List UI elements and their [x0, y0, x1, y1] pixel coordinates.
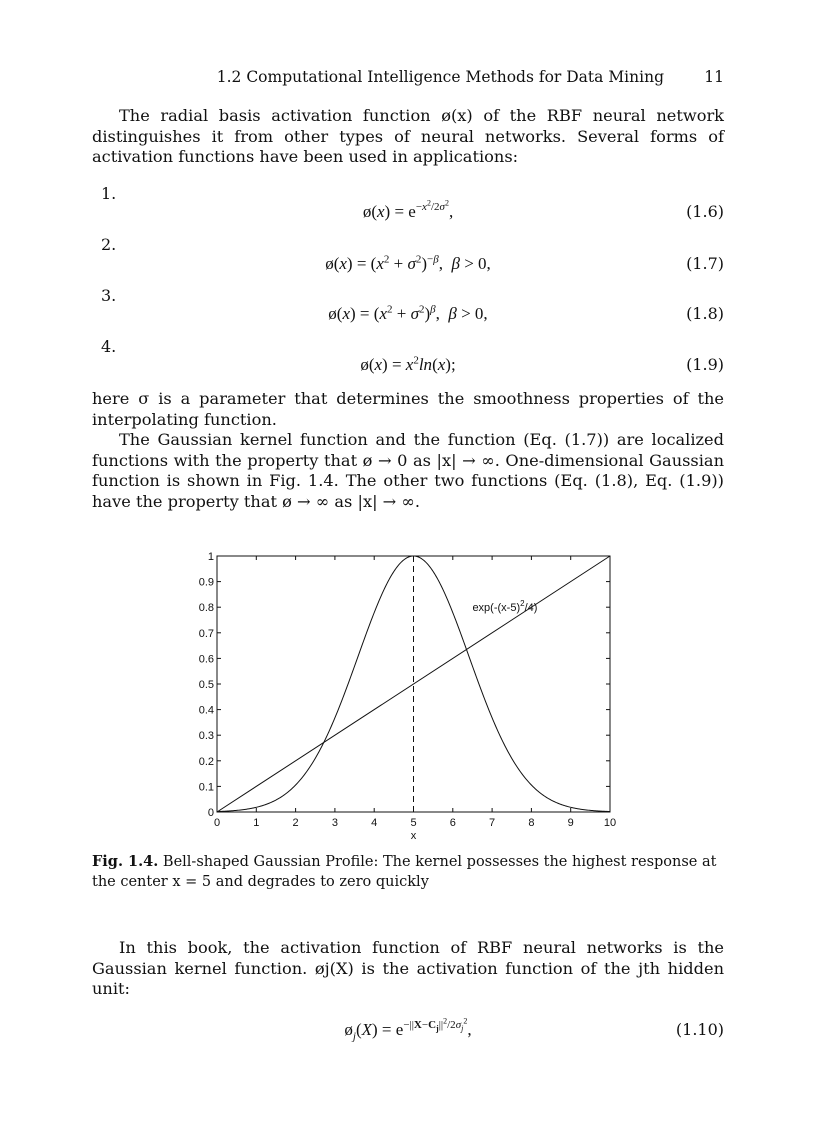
- list-item-number: 4.: [101, 337, 117, 356]
- y-tick-label: 0.6: [198, 653, 214, 666]
- equation-number: (1.6): [686, 202, 724, 221]
- page-header: [92, 68, 724, 90]
- list-item-number: 1.: [101, 184, 117, 203]
- equation-number: (1.8): [686, 304, 724, 323]
- equation-expression: $ø_j(X) = e^{-||X-C_j||^2/2\sigma_j^2}$,: [344, 1016, 472, 1043]
- equation-1-7: [92, 254, 724, 278]
- page-number: 11: [704, 68, 724, 86]
- list-item-number: 2.: [101, 235, 117, 254]
- equation-expression: ø(x) = $x^2\ln(x)$;: [360, 354, 456, 374]
- y-tick-label: 0: [207, 807, 214, 819]
- book-paragraph: In this book, the activation function of RBF neural networks is the Gaussian kernel function. øj(X) is the activation function of the jth hidden unit:: [92, 938, 724, 998]
- y-tick-label: 0.3: [198, 730, 214, 743]
- x-tick-label: 6: [449, 817, 456, 829]
- figure-label: Fig. 1.4.: [92, 853, 159, 870]
- equation-number: (1.9): [686, 355, 724, 374]
- equation-expression: ø(x) = $(x^2 + \sigma^2)^\beta$, β > 0,: [328, 303, 488, 323]
- equation-1-6: [92, 198, 724, 226]
- running-title: 1.2 Computational Intelligence Methods for Data Mining: [216, 68, 664, 86]
- equation-1-8: [92, 304, 724, 328]
- x-tick-label: 4: [371, 817, 378, 829]
- equation-expression: ø(x) = $(x^2 + \sigma^2)^{-\beta}$, β > 0,: [325, 253, 491, 273]
- list-item-number: 3.: [101, 286, 117, 305]
- y-tick-label: 0.4: [198, 704, 214, 717]
- equation-1-10: [92, 1016, 724, 1044]
- curve-annotation: $\exp(-(x-5)^2/4)$: [472, 599, 538, 615]
- x-tick-label: 8: [528, 817, 535, 829]
- x-tick-label: 3: [331, 817, 338, 829]
- x-tick-label: 2: [292, 817, 299, 829]
- equation-number: (1.10): [675, 1020, 724, 1039]
- x-tick-label: 9: [567, 817, 574, 829]
- y-tick-label: 0.2: [198, 755, 214, 768]
- figure-caption-text: Bell-shaped Gaussian Profile: The kernel possesses the highest response at the center x = 5 and degrades to zero quickly: [92, 854, 717, 890]
- y-tick-label: 0.8: [198, 602, 214, 615]
- x-tick-label: 10: [603, 817, 617, 829]
- equation-number: (1.7): [686, 254, 724, 273]
- y-tick-label: 0.1: [198, 781, 214, 794]
- equation-expression: ø(x) = $e^{-x^2/2\sigma^2}$,: [362, 198, 454, 221]
- sigma-paragraph: here σ is a parameter that determines the smoothness properties of the interpolating function.: [92, 389, 724, 429]
- gaussian-chart: [180, 545, 640, 845]
- x-tick-label: 0: [213, 817, 221, 829]
- y-tick-label: 0.9: [198, 576, 214, 589]
- equation-1-9: [92, 355, 724, 379]
- y-tick-label: 0.7: [198, 627, 214, 640]
- intro-paragraph: The radial basis activation function ø(x) of the RBF neural network distinguishes it from other types of neural networks. Several forms of activation functions have been used in applications:: [92, 106, 724, 166]
- x-tick-label: 7: [489, 817, 496, 829]
- gaussian-paragraph: The Gaussian kernel function and the function (Eq. (1.7)) are localized functions with the property that ø → 0 as |x| → ∞. One-dimensional Gaussian function is shown in Fig. 1.4. The other two functions (Eq. (1.8), Eq. (1.9)) have the property that ø → ∞ as |x| → ∞.: [92, 430, 724, 511]
- y-tick-label: 1: [207, 551, 214, 563]
- linear-line: [217, 556, 610, 812]
- figure-caption: [92, 852, 724, 892]
- x-tick-label: 5: [410, 817, 417, 829]
- y-tick-label: 0.5: [198, 679, 214, 691]
- x-axis-label: x: [410, 830, 417, 842]
- x-tick-label: 1: [253, 817, 260, 829]
